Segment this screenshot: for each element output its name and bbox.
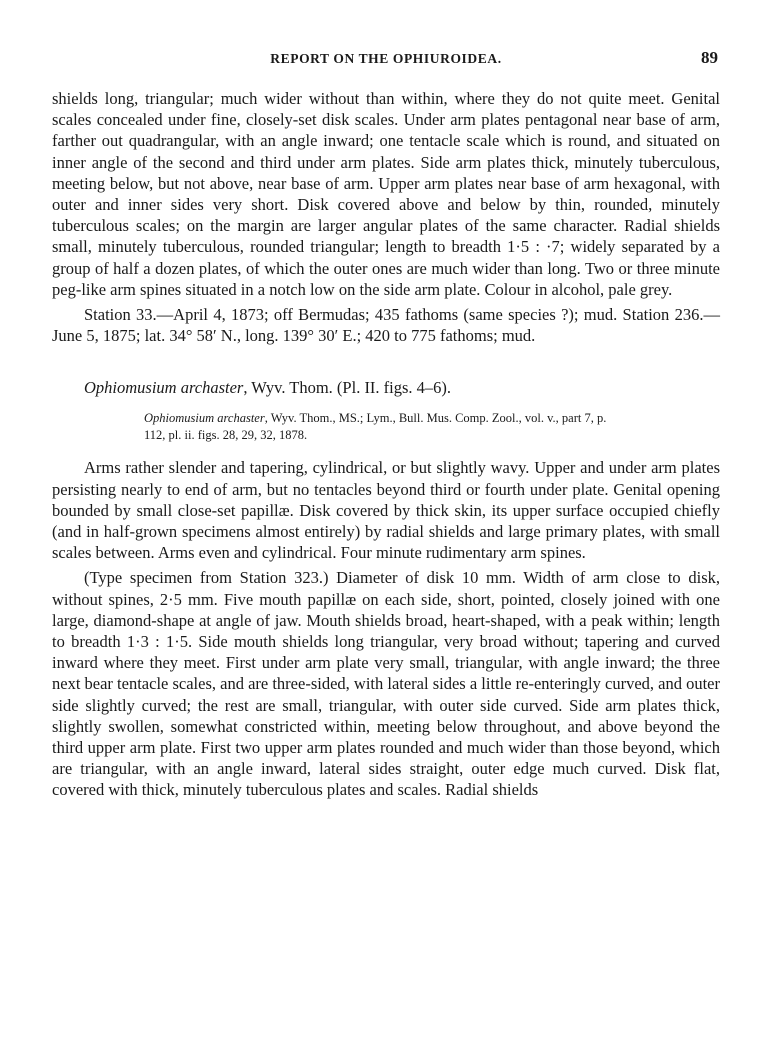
continuation-paragraph: shields long, triangular; much wider without than within, where they do not quite meet. Genital scales concealed under fine, closely-set disk scales. Under arm plates pentagonal near base of arm, farther out quadrangular, with an angle inward; one tentacle scale which is round, and situated on inner angle of the second and third under arm plates. Side arm plates thick, minutely tuberculous, meeting below, but not above, near base of arm. Upper arm plates near base of arm hexagonal, with outer and inner sides very short. Disk covered above and below by thin, rounded, minutely tuberculous scales; on the margin are larger angular plates of the same character. Radial shields small, minutely tuberculous, rounded triangular; length to breadth 1·5 : ·7; widely separated by a group of half a dozen plates, of which the outer ones are much wider than long. Two or three minute peg-like arm spines situated in a notch low on the side arm plate. Colour in alcohol, pale grey.	[52, 89, 720, 299]
page-header	[52, 48, 720, 72]
page-body	[52, 88, 720, 801]
running-title: REPORT ON THE OPHIUROIDEA.	[270, 51, 502, 66]
species-name: Ophiomusium archaster	[84, 378, 244, 398]
page-number: 89	[701, 48, 718, 67]
station-records: Station 33.—April 4, 1873; off Bermudas; 435 fathoms (same species ?); mud. Station 236.—June 5, 1875; lat. 34° 58′ N., long. 139° 30′ E.; 420 to 775 fathoms; mud.	[52, 305, 720, 346]
citation-species-name: Ophiomusium archaster	[144, 411, 265, 426]
species-heading	[84, 377, 720, 398]
citation-reference: , Wyv. Thom., MS.; Lym., Bull. Mus. Comp. Zool., vol. v., part 7, p.	[264, 411, 607, 426]
synonymy-citation	[144, 410, 720, 444]
species-authority: , Wyv. Thom. (Pl. II. figs. 4–6).	[243, 378, 452, 398]
species-description: Arms rather slender and tapering, cylindrical, or but slightly wavy. Upper and under arm plates persisting nearly to end of arm, but no tentacles beyond third or fourth under plate. Genital opening bounded by small close-set papillæ. Disk covered by thick skin, its upper surface occupied chiefly (and in half-grown specimens almost entirely) by radial shields and large primary plates, with small scales between. Arms even and cylindrical. Four minute rudimentary arm spines.	[52, 458, 720, 563]
citation-reference-continued: 112, pl. ii. figs. 28, 29, 32, 1878.	[144, 428, 308, 443]
type-specimen-description: (Type specimen from Station 323.) Diameter of disk 10 mm. Width of arm close to disk, without spines, 2·5 mm. Five mouth papillæ on each side, short, pointed, closely joined with one large, diamond-shape at angle of jaw. Mouth shields broad, heart-shaped, with a peak within; length to breadth 1·3 : 1·5. Side mouth shields long triangular, very broad without; tapering and curved inward where they meet. First under arm plate very small, triangular, with angle inward; the three next bear tentacle scales, and are three-sided, with lateral sides a little re-enteringly curved, and outer side slightly curved; the rest are small, triangular, with outer side curved. Side arm plates thick, slightly swollen, somewhat constricted within, meeting below throughout, and above beyond the third upper arm plate. First two upper arm plates rounded and much wider than those beyond, which are triangular, with an angle inward, lateral sides straight, outer edge much curved. Disk flat, covered with thick, minutely tuberculous plates and scales. Radial shields	[52, 568, 720, 800]
